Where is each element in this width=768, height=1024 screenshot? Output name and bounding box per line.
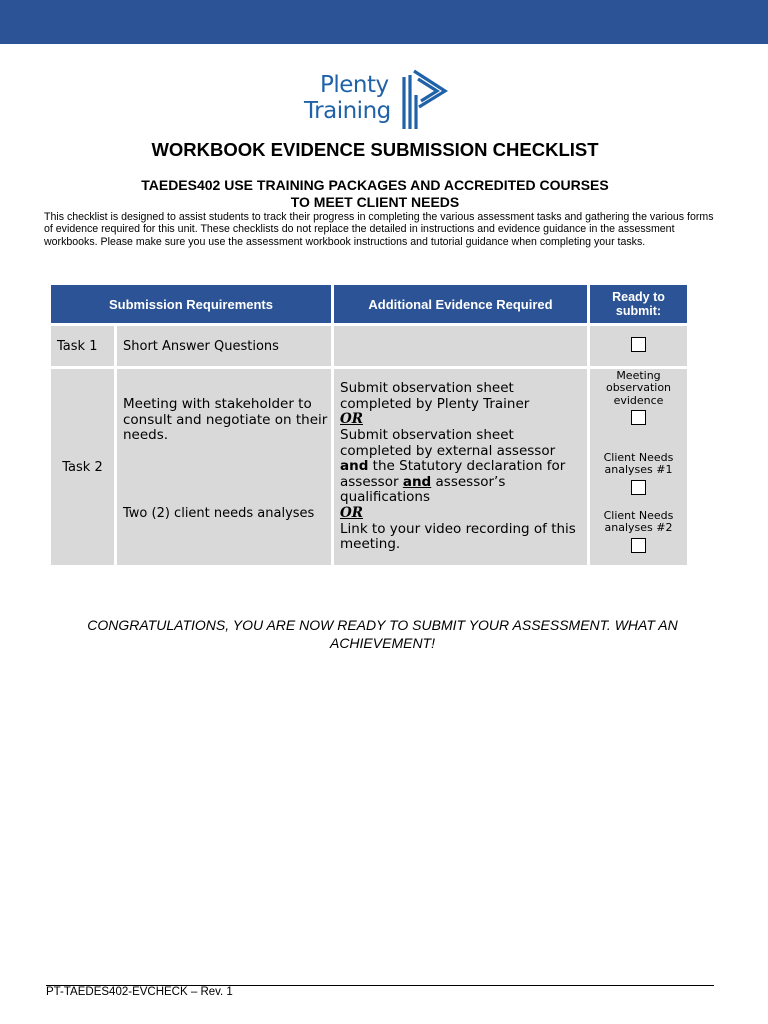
- evidence-statutory: [340, 459, 583, 506]
- ready-item-label: Client Needs analyses #1: [603, 451, 674, 477]
- logo-text-line2: Training: [304, 98, 391, 124]
- task1-evidence: [334, 326, 587, 366]
- evidence-line: Submit observation sheet completed by external assessor: [340, 427, 556, 459]
- table-header-row: [51, 285, 687, 323]
- unit-title-line1: TAEDES402 USE TRAINING PACKAGES AND ACCREDITED COURSES: [141, 177, 609, 193]
- evidence-text: the Statutory declaration for assessor: [340, 458, 566, 490]
- plenty-training-logo: [302, 66, 452, 132]
- evidence-or: OR: [340, 411, 363, 428]
- table-row: [51, 369, 687, 565]
- evidence-or: OR: [340, 504, 363, 521]
- task2-ready: [590, 369, 687, 565]
- ready-item-label: Meeting observation evidence: [605, 369, 672, 407]
- ready-item-label: Client Needs analyses #2: [603, 509, 674, 535]
- task2-requirements: [117, 369, 331, 565]
- task2-requirement-meeting: Meeting with stakeholder to consult and negotiate on their needs.: [123, 396, 328, 443]
- intro-paragraph: This checklist is designed to assist students to track their progress in completing the various assessment tasks and gathering the various forms of evidence required for this unit. These checklists do not replace the detailed in instructions and evidence guidance in the assessment workbooks. Please make sure you use the assessment workbook instructions and tutorial guidance when completing your tasks.: [44, 211, 714, 248]
- header-ready-to-submit: Ready to submit:: [590, 285, 687, 323]
- page-title: WORKBOOK EVIDENCE SUBMISSION CHECKLIST: [151, 139, 599, 160]
- evidence-checklist-table: [48, 282, 690, 568]
- task2-requirement-analyses: Two (2) client needs analyses: [123, 506, 315, 521]
- task1-requirement: Short Answer Questions: [117, 326, 331, 366]
- meeting-evidence-checkbox[interactable]: [631, 410, 646, 425]
- header-submission-requirements: Submission Requirements: [51, 285, 331, 323]
- unit-title: [0, 177, 750, 211]
- table-row: [51, 326, 687, 366]
- logo-text-line1: Plenty: [320, 72, 389, 98]
- header-additional-evidence: Additional Evidence Required: [334, 285, 587, 323]
- evidence-and: and: [402, 473, 432, 490]
- evidence-and: and: [340, 458, 369, 475]
- congratulations-message: CONGRATULATIONS, YOU ARE NOW READY TO SUBMIT YOUR ASSESSMENT. WHAT AN ACHIEVEMENT!: [87, 617, 678, 651]
- evidence-line: Submit observation sheet completed by Plenty Trainer: [340, 380, 530, 412]
- footer-document-code: PT-TAEDES402-EVCHECK – Rev. 1: [46, 986, 233, 998]
- task1-label: Task 1: [51, 326, 114, 366]
- task2-evidence: [334, 369, 587, 565]
- task1-ready-checkbox[interactable]: [631, 337, 646, 352]
- analyses-2-checkbox[interactable]: [631, 538, 646, 553]
- unit-title-line2: TO MEET CLIENT NEEDS: [290, 194, 460, 210]
- header-bar: [0, 0, 768, 44]
- evidence-text: assessor’s qualifications: [340, 473, 506, 506]
- evidence-line: Link to your video recording of this meeting.: [340, 520, 576, 553]
- analyses-1-checkbox[interactable]: [631, 480, 646, 495]
- task1-ready: [590, 326, 687, 366]
- logo-mark-icon: [399, 67, 449, 131]
- task2-label: Task 2: [51, 369, 114, 565]
